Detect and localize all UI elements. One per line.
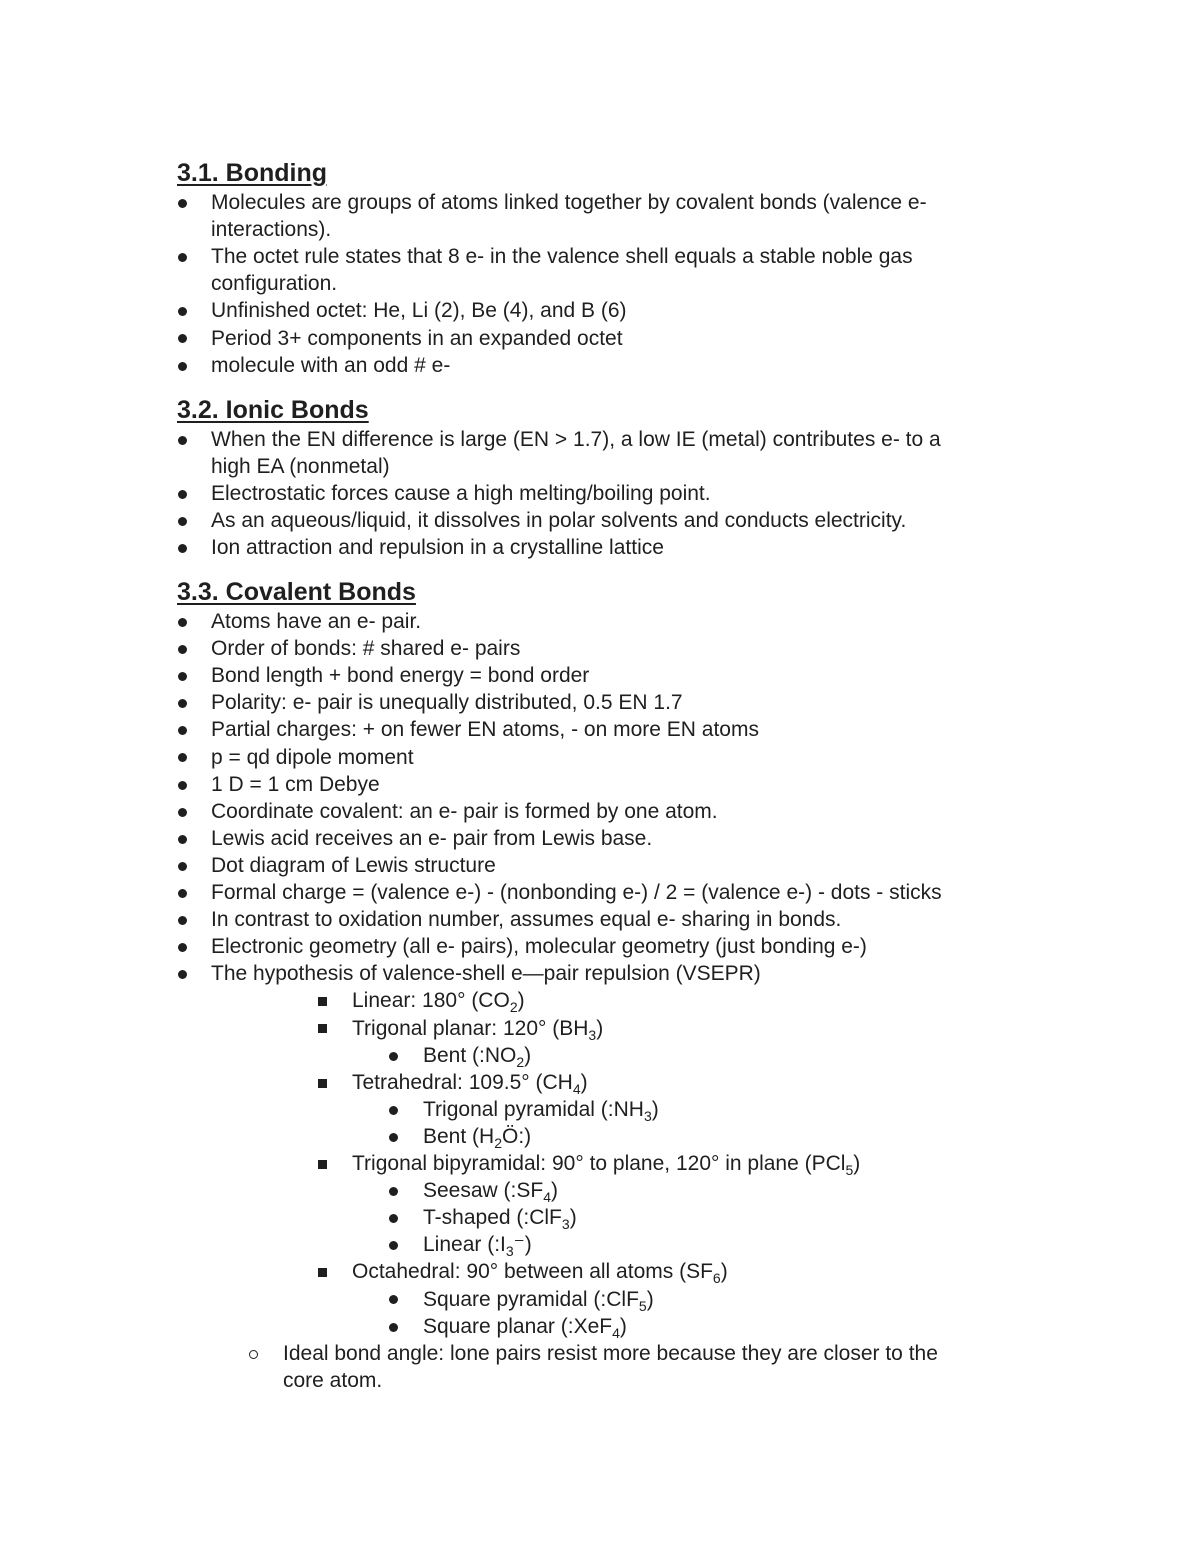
bullet-covalent-13: [178, 960, 187, 987]
bonding-item-text: interactions).: [211, 218, 332, 242]
covalent-item-text: Bond length + bond energy = bond order: [211, 664, 590, 688]
bullet-vsepr-0-mark: [318, 997, 327, 1006]
ionic-item-text: Electrostatic forces cause a high melting/boiling point.: [211, 482, 711, 506]
bullet-ionic-0-mark: [178, 436, 187, 445]
bullet-covalent-12: [178, 933, 187, 960]
bullet-ionic-1-mark: [178, 490, 187, 499]
bullet-covalent-0-mark: [178, 618, 187, 627]
bullet-bonding-1: [178, 243, 187, 270]
bullet-vsepr-11-mark: [389, 1295, 398, 1304]
bullet-vsepr-4-mark: [389, 1106, 398, 1115]
bullet-vsepr-5-mark: [389, 1133, 398, 1142]
bullet-covalent-10-mark: [178, 889, 187, 898]
bullet-vsepr-1: [318, 1015, 327, 1042]
bullet-covalent-8-mark: [178, 835, 187, 844]
vsepr-item-text: Octahedral: 90° between all atoms (SF: [352, 1260, 713, 1284]
vsepr-item-text-end: ): [580, 1070, 588, 1094]
bullet-covalent-0: [178, 608, 187, 635]
vsepr-item-text: Square pyramidal (:ClF: [423, 1287, 639, 1311]
bullet-covalent-11-mark: [178, 916, 187, 925]
subscript: 6: [712, 1270, 721, 1287]
bullet-vsepr-11: [389, 1286, 398, 1313]
bullet-covalent-10: [178, 879, 187, 906]
bullet-bonding-4-mark: [178, 362, 187, 371]
subscript: 4: [612, 1324, 620, 1341]
vsepr-item-text-end: ): [853, 1152, 861, 1175]
covalent-item-text: The hypothesis of valence-shell e—pair repulsion (VSEPR): [211, 962, 761, 986]
section-title-ionic-bonds: 3.2. Ionic Bonds: [177, 396, 369, 424]
bullet-bonding-2: [178, 297, 187, 324]
bonding-item-text: molecule with an odd # e-: [211, 353, 451, 377]
vsepr-item-text-end: ): [619, 1314, 627, 1338]
bullet-note: [249, 1340, 258, 1367]
bullet-covalent-6-mark: [178, 781, 187, 790]
covalent-item-text: Order of bonds: # shared e- pairs: [211, 637, 521, 661]
bullet-vsepr-4: [389, 1096, 398, 1123]
bullet-vsepr-7-mark: [389, 1187, 398, 1196]
subscript: 4: [543, 1189, 552, 1206]
section-title-covalent-bonds: 3.3. Covalent Bonds: [177, 578, 416, 606]
bullet-covalent-6: [178, 771, 187, 798]
vsepr-item-text: Linear: 180° (CO: [352, 989, 510, 1013]
vsepr-item-text: Bent (H: [423, 1124, 495, 1148]
vsepr-item-text-end: ): [569, 1206, 577, 1230]
bullet-vsepr-10: [318, 1258, 327, 1285]
bullet-bonding-0: [178, 189, 187, 216]
vsepr-item-text: Linear (:I: [423, 1233, 506, 1257]
vsepr-item-text: Bent (:NO: [423, 1043, 517, 1067]
section-title-bonding: 3.1. Bonding: [177, 159, 327, 187]
bullet-vsepr-6-mark: [318, 1160, 327, 1169]
note-text: Ideal bond angle: lone pairs resist more because they are closer to the: [283, 1341, 938, 1365]
subscript: 2: [494, 1135, 502, 1152]
bullet-vsepr-9-mark: [389, 1241, 398, 1250]
subscript: 3: [561, 1216, 570, 1233]
bullet-vsepr-8: [389, 1204, 398, 1231]
vsepr-item-text: T-shaped (:ClF: [423, 1206, 562, 1230]
bullet-bonding-3: [178, 325, 187, 352]
bullet-vsepr-5: [389, 1123, 398, 1150]
bullet-ionic-1: [178, 480, 187, 507]
vsepr-item-text: Tetrahedral: 109.5° (CH: [352, 1070, 573, 1094]
bullet-ionic-3: [178, 534, 187, 561]
subscript: 5: [638, 1297, 647, 1314]
bullet-covalent-5-mark: [178, 753, 187, 762]
vsepr-item-text-end: ⁻): [513, 1233, 532, 1257]
covalent-item-text: Polarity: e- pair is unequally distributed, 0.5 EN 1.7: [211, 691, 683, 715]
bullet-covalent-7: [178, 798, 187, 825]
bullet-ionic-0: [178, 426, 187, 453]
covalent-item-text: Atoms have an e- pair.: [211, 610, 422, 633]
bullet-bonding-0-mark: [178, 199, 187, 208]
vsepr-item-text: Square planar (:XeF: [423, 1314, 613, 1338]
vsepr-item-text-end: ): [596, 1016, 604, 1040]
vsepr-item-text-end: ): [720, 1260, 728, 1284]
bullet-covalent-11: [178, 906, 187, 933]
bonding-item-text: Molecules are groups of atoms linked together by covalent bonds (valence e-: [211, 191, 927, 214]
subscript: 2: [509, 999, 518, 1016]
bullet-vsepr-12: [389, 1313, 398, 1340]
vsepr-item-text-end: Ö:): [502, 1124, 532, 1148]
covalent-item-text: Coordinate covalent: an e- pair is formed by one atom.: [211, 799, 718, 823]
vsepr-item-text: Trigonal pyramidal (:NH: [423, 1097, 644, 1121]
subscript: 2: [516, 1053, 525, 1070]
bullet-covalent-12-mark: [178, 943, 187, 952]
covalent-item-text: Formal charge = (valence e-) - (nonbonding e-) / 2 = (valence e-) - dots - sticks: [211, 881, 942, 904]
bullet-vsepr-10-mark: [318, 1268, 327, 1277]
bullet-vsepr-8-mark: [389, 1214, 398, 1223]
ionic-item-text: When the EN difference is large (EN > 1.7), a low IE (metal) contributes e- to a: [211, 428, 941, 451]
bullet-ionic-3-mark: [178, 544, 187, 553]
bullet-covalent-8: [178, 825, 187, 852]
bullet-vsepr-1-mark: [318, 1024, 327, 1033]
bullet-covalent-1-mark: [178, 645, 187, 654]
vsepr-item-text-end: ): [524, 1043, 532, 1067]
vsepr-item-text: Seesaw (:SF: [423, 1179, 544, 1203]
bullet-bonding-2-mark: [178, 307, 187, 316]
bullet-covalent-3: [178, 689, 187, 716]
note-text: core atom.: [283, 1368, 383, 1392]
covalent-item-text: Partial charges: + on fewer EN atoms, - on more EN atoms: [211, 718, 759, 742]
bonding-item-text: configuration.: [211, 272, 338, 296]
vsepr-item-text: Trigonal bipyramidal: 90° to plane, 120° in plane (PCl: [352, 1152, 846, 1175]
bullet-covalent-9-mark: [178, 862, 187, 871]
vsepr-item-text-end: ): [517, 989, 525, 1013]
covalent-item-text: In contrast to oxidation number, assumes equal e- sharing in bonds.: [211, 908, 842, 932]
ionic-item-text: As an aqueous/liquid, it dissolves in polar solvents and conducts electricity.: [211, 509, 907, 533]
bullet-vsepr-2-mark: [389, 1052, 398, 1061]
vsepr-item-text: Trigonal planar: 120° (BH: [352, 1016, 589, 1040]
bullet-covalent-4: [178, 716, 187, 743]
subscript: 4: [572, 1080, 581, 1097]
bullet-bonding-3-mark: [178, 334, 187, 343]
covalent-item-text: Lewis acid receives an e- pair from Lewis base.: [211, 826, 653, 850]
subscript: 3: [643, 1107, 652, 1124]
subscript: 5: [845, 1162, 854, 1179]
ionic-item-text: high EA (nonmetal): [211, 455, 390, 479]
bullet-covalent-9: [178, 852, 187, 879]
subscript: 3: [505, 1243, 514, 1260]
bullet-vsepr-9: [389, 1231, 398, 1258]
bullet-bonding-4: [178, 352, 187, 379]
bullet-vsepr-0: [318, 987, 327, 1014]
subscript: 3: [588, 1026, 597, 1043]
covalent-item-text: 1 D = 1 cm Debye: [211, 772, 380, 796]
bullet-vsepr-12-mark: [389, 1323, 398, 1332]
bullet-vsepr-7: [389, 1177, 398, 1204]
bullet-vsepr-6: [318, 1150, 327, 1177]
bullet-note-mark: [249, 1350, 258, 1359]
bullet-covalent-2: [178, 662, 187, 689]
bullet-covalent-3-mark: [178, 699, 187, 708]
bullet-covalent-7-mark: [178, 808, 187, 817]
bullet-covalent-2-mark: [178, 672, 187, 681]
bullet-covalent-4-mark: [178, 726, 187, 735]
bullet-bonding-1-mark: [178, 253, 187, 262]
vsepr-item-text-end: ): [551, 1179, 559, 1203]
ionic-item-text: Ion attraction and repulsion in a crystalline lattice: [211, 536, 664, 560]
bonding-item-text: Period 3+ components in an expanded octet: [211, 326, 623, 350]
bullet-covalent-1: [178, 635, 187, 662]
bullet-vsepr-3-mark: [318, 1079, 327, 1088]
covalent-item-text: p = qd dipole moment: [211, 745, 414, 769]
bonding-item-text: Unfinished octet: He, Li (2), Be (4), and B (6): [211, 299, 627, 323]
bullet-ionic-2-mark: [178, 517, 187, 526]
bullet-covalent-5: [178, 744, 187, 771]
bullet-vsepr-3: [318, 1069, 327, 1096]
bonding-item-text: The octet rule states that 8 e- in the valence shell equals a stable noble gas: [211, 245, 913, 269]
bullet-ionic-2: [178, 507, 187, 534]
vsepr-item-text-end: ): [651, 1097, 659, 1121]
bullet-covalent-13-mark: [178, 970, 187, 979]
vsepr-item-text-end: ): [646, 1287, 654, 1311]
covalent-item-text: Dot diagram of Lewis structure: [211, 853, 496, 877]
covalent-item-text: Electronic geometry (all e- pairs), molecular geometry (just bonding e-): [211, 935, 867, 959]
bullet-vsepr-2: [389, 1042, 398, 1069]
